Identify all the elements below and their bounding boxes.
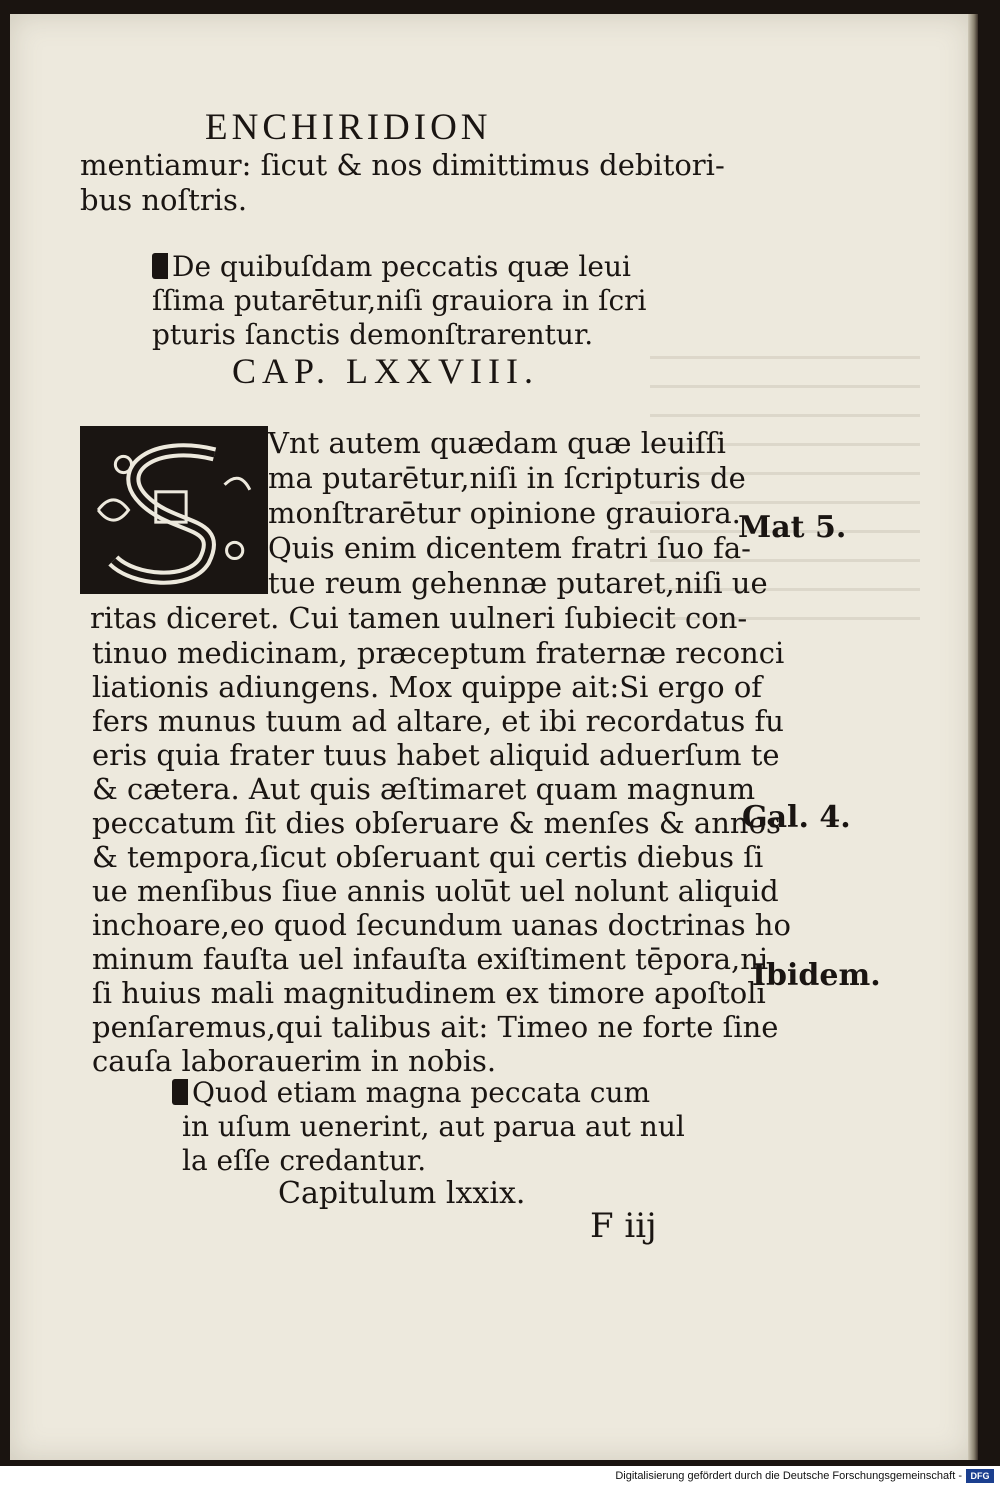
running-head: ENCHIRIDION — [205, 107, 492, 148]
text-line: minum fauſta uel infauſta exiſtiment tēpora,ni — [92, 942, 769, 976]
dfg-logo: DFG — [966, 1469, 994, 1483]
text-line: inchoare,eo quod ſecundum uanas doctrinas ho — [92, 908, 791, 942]
text-line: cauſa laborauerim in nobis. — [92, 1044, 497, 1078]
text-line: & cætera. Aut quis æſtimaret quam magnum — [92, 772, 756, 806]
text-line: fers munus tuum ad altare, et ibi recordatus fu — [92, 704, 784, 738]
text-line: Vnt autem quædam quæ leuiſſi — [268, 426, 726, 460]
decorated-initial-s — [80, 426, 268, 594]
paragraph-mark-icon — [152, 253, 168, 279]
text-line: & tempora,ſicut obſeruant qui certis diebus ſi — [92, 840, 764, 874]
funding-credit: Digitalisierung gefördert durch die Deutsche Forschungsgemeinschaft - — [615, 1470, 962, 1482]
text-line: liationis adiungens. Mox quippe ait:Si ergo of — [92, 670, 763, 704]
chapter-number: Capitulum lxxix. — [278, 1176, 526, 1211]
text-line: mentiamur: ſicut & nos dimittimus debitori- — [80, 148, 725, 182]
text-line: peccatum ſit dies obſeruare & menſes & annos — [92, 806, 781, 840]
signature-mark: F iij — [590, 1206, 657, 1246]
paragraph-mark-icon — [172, 1079, 188, 1105]
chapter-heading-line: la eſſe credantur. — [182, 1144, 427, 1177]
marginal-reference: Mat 5. — [738, 510, 847, 545]
text-line: ma putarētur,niſi in ſcripturis de — [268, 461, 746, 495]
chapter-heading-line: De quibuſdam peccatis quæ leui — [152, 250, 631, 283]
page-edge — [968, 14, 978, 1460]
chapter-heading-line: ſſima putarētur,niſi grauiora in ſcri — [152, 284, 647, 317]
text-line: ſi huius mali magnitudinem ex timore apoſtoli — [92, 976, 766, 1010]
chapter-heading-line: in uſum uenerint, aut parua aut nul — [182, 1110, 685, 1143]
chapter-number: CAP. LXXVIII. — [232, 351, 539, 391]
chapter-heading-line: Quod etiam magna peccata cum — [172, 1076, 650, 1109]
chapter-heading-line: pturis ſanctis demonſtrarentur. — [152, 318, 594, 351]
text-line: ritas diceret. Cui tamen uulneri ſubiecit con- — [90, 601, 748, 635]
text-line: ue menſibus ſiue annis uolūt uel nolunt aliquid — [92, 874, 779, 908]
text-line: tinuo medicinam, præceptum fraternæ reconci — [92, 636, 785, 670]
text-line: Quis enim dicentem fratri ſuo fa- — [268, 531, 751, 565]
text-line: penſaremus,qui talibus ait: Timeo ne forte ſine — [92, 1010, 779, 1044]
text-line: eris quia frater tuus habet aliquid aduerſum te — [92, 738, 780, 772]
marginal-reference: Gal. 4. — [742, 800, 851, 835]
text-line: bus noſtris. — [80, 183, 248, 217]
text-line: tue reum gehennæ putaret,niſi ue — [268, 566, 768, 600]
text-line: monſtrarētur opinione grauiora. — [268, 496, 741, 530]
marginal-reference: Ibidem. — [752, 958, 881, 993]
